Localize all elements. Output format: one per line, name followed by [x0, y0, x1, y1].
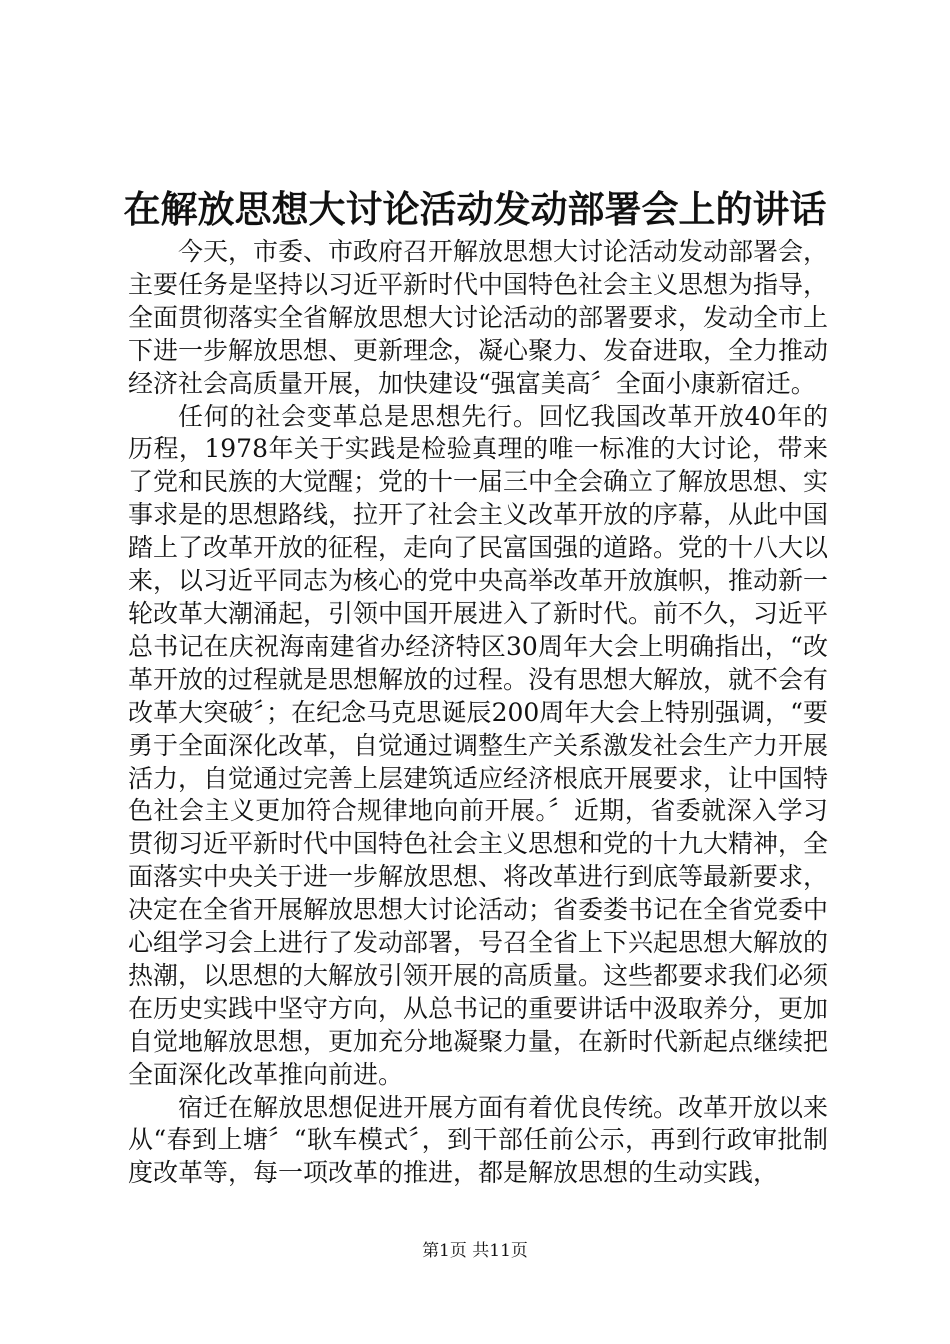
- page-footer: 第1页 共11页: [422, 1241, 528, 1261]
- paragraph-1: 今天，市委、市政府召开解放思想大讨论活动发动部署会，主要任务是坚持以习近平新时代中国特色社会主义思想为指导，全面贯彻落实全省解放思想大讨论活动的部署要求，发动全市上下进一步解放思想、更新理念，凝心聚力、发奋进取，全力推动经济社会高质量开展，加快建设“强富美高〞全面小康新宿迁。: [128, 237, 829, 398]
- paragraph-3: 宿迁在解放思想促进开展方面有着优良传统。改革开放以来从“春到上塘〞“耿车模式〞，到干部任前公示，再到行政审批制度改革等，每一项改革的推进，都是解放思想的生动实践，: [128, 1092, 829, 1188]
- document-body: [128, 236, 828, 1190]
- document-title: 在解放思想大讨论活动发动部署会上的讲话: [123, 187, 827, 231]
- paragraph-2: 任何的社会变革总是思想先行。回忆我国改革开放40年的历程，1978年关于实践是检验真理的唯一标准的大讨论，带来了党和民族的大觉醒；党的十一届三中全会确立了解放思想、实事求是的思想路线，拉开了社会主义改革开放的序幕，从此中国踏上了改革开放的征程，走向了民富国强的道路。党的十八大以来，以习近平同志为核心的党中央高举改革开放旗帜，推动新一轮改革大潮涌起，引领中国开展进入了新时代。前不久，习近平总书记在庆祝海南建省办经济特区30周年大会上明确指出，“改革开放的过程就是思想解放的过程。没有思想大解放，就不会有改革大突破〞；在纪念马克思诞辰200周年大会上特别强调，“要勇于全面深化改革，自觉通过调整生产关系激发社会生产力开展活力，自觉通过完善上层建筑适应经济根底开展要求，让中国特色社会主义更加符合规律地向前开展。〞近期，省委就深入学习贯彻习近平新时代中国特色社会主义思想和党的十九大精神，全面落实中央关于进一步解放思想、将改革进行到底等最新要求，决定在全省开展解放思想大讨论活动；省委娄书记在全省党委中心组学习会上进行了发动部署，号召全省上下兴起思想大解放的热潮，以思想的大解放引领开展的高质量。这些都要求我们必须在历史实践中坚守方向，从总书记的重要讲话中汲取养分，更加自觉地解放思想，更加充分地凝聚力量，在新时代新起点继续把全面深化改革推向前进。: [128, 401, 829, 1089]
